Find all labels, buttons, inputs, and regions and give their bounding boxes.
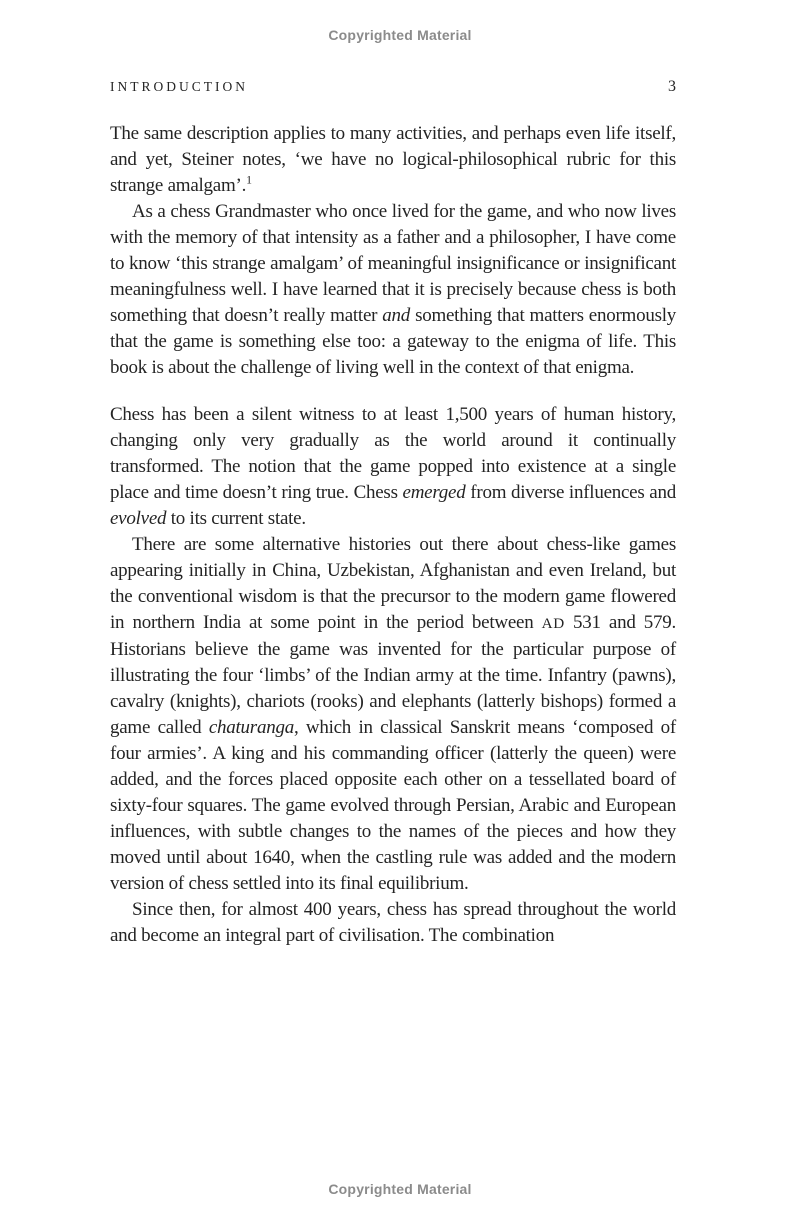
copyright-notice-bottom: Copyrighted Material [328, 1181, 472, 1197]
text-run: As a chess Grandmaster who once lived for the game, and who now lives with the memory of that intensity as a father and a philosopher, I have come to know ‘this strange amalgam’ of meaningful insignificance or insignificant meaningfulness well. I have learned that it is precisely because chess is both something that doesn’t really matter [110, 201, 676, 326]
paragraph [110, 402, 676, 532]
text-run: emerged [402, 482, 466, 503]
text-run: 531 and 579. Historians believe the game was invented for the particular purpose of illustrating the four ‘limbs’ of the Indian army at the time. Infantry (pawns), cavalry (knights), chariots (rooks) and elephants (latterly bishops) formed a game called [110, 612, 677, 738]
body-text [110, 121, 676, 949]
text-run: AD [541, 615, 565, 632]
paragraph [110, 897, 676, 949]
chapter-title: INTRODUCTION [110, 79, 248, 94]
paragraph [110, 532, 676, 897]
paragraph [110, 199, 676, 381]
text-run: 1 [246, 173, 252, 187]
text-run: Since then, for almost 400 years, chess has spread throughout the world and become an integral part of civilisation. The combination [110, 899, 676, 946]
text-run: , which in classical Sanskrit means ‘composed of four armies’. A king and his commanding officer (latterly the queen) were added, and the forces placed opposite each other on a tessellated board of sixty-four squares. The game evolved through Persian, Arabic and European influences, with subtle changes to the names of the pieces and how they moved until about 1640, when the castling rule was added and the modern version of chess settled into its final equilibrium. [110, 717, 676, 894]
text-run: There are some alternative histories out there about chess-like games appearing initially in China, Uzbekistan, Afghanistan and even Ireland, but the conventional wisdom is that the precursor to the modern game flowered in northern India at some point in the period between [110, 534, 676, 633]
text-run: chaturanga [208, 717, 294, 738]
page-number: 3 [668, 78, 676, 95]
text-run: to its current state. [166, 508, 306, 529]
copyright-notice-top: Copyrighted Material [328, 27, 472, 43]
text-run: something that matters enormously that the game is something else too: a gateway to the enigma of life. This book is about the challenge of living well in the context of that enigma. [110, 305, 676, 378]
paragraph [110, 121, 676, 199]
running-header [110, 78, 676, 96]
text-run: from diverse influences and [465, 482, 676, 503]
text-run: Chess has been a silent witness to at least 1,500 years of human history, changing only very gradually as the world around it continually transformed. The notion that the game popped into existence at a single place and time doesn’t ring true. Chess [110, 404, 676, 503]
text-run: evolved [110, 508, 167, 529]
text-run: and [382, 305, 411, 326]
text-run: The same description applies to many activities, and perhaps even life itself, and yet, Steiner notes, ‘we have no logical-philosophical rubric for this strange amalgam’. [110, 123, 676, 196]
